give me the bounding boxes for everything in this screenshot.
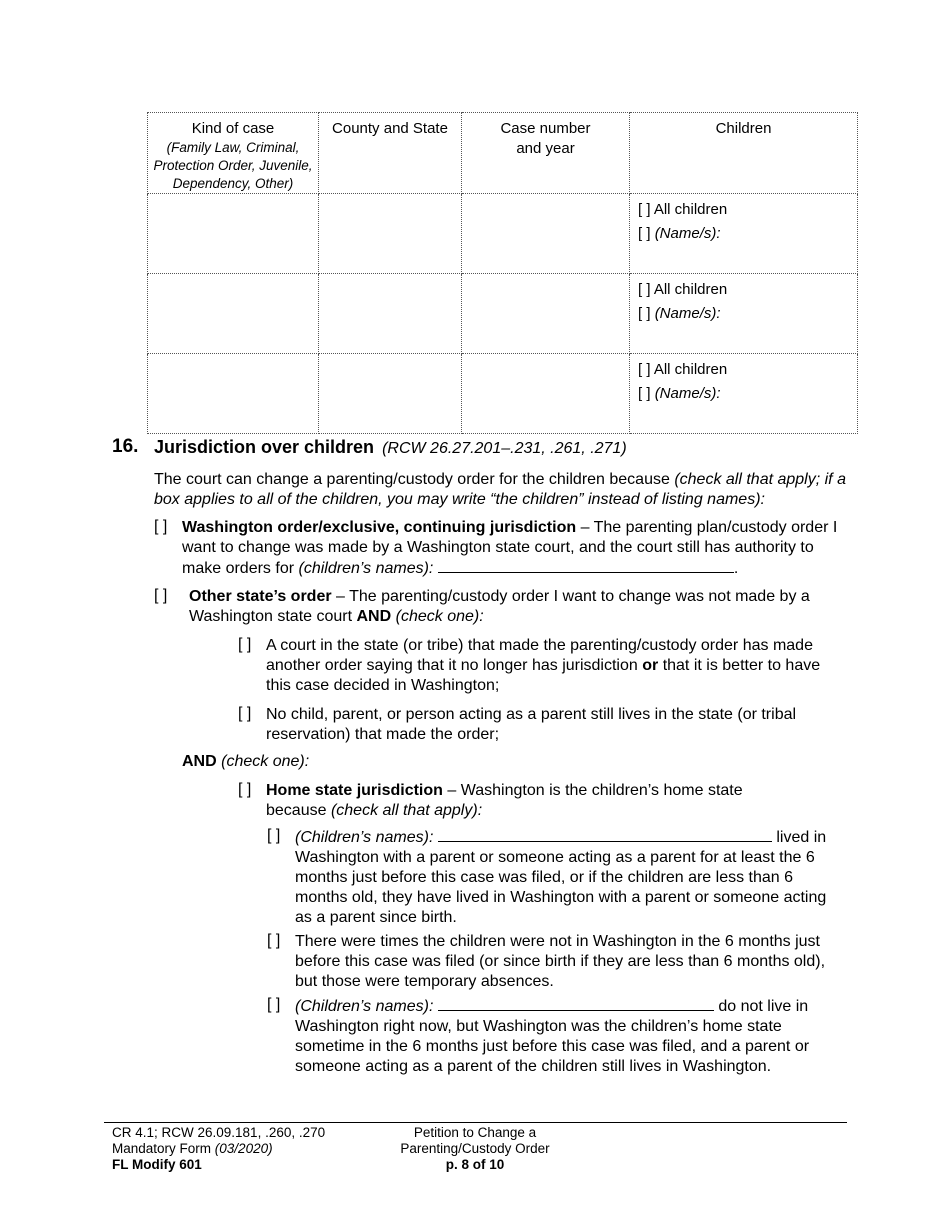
all-children-checkbox[interactable]: [ ] All children (638, 281, 728, 298)
cell-county[interactable] (319, 194, 462, 274)
table-header-row (148, 113, 858, 194)
cell-kind[interactable] (148, 354, 319, 434)
no-jurisdiction-checkbox[interactable]: [ ] (238, 636, 252, 653)
home-state-checkbox[interactable]: [ ] (238, 781, 252, 798)
other-state-text: Other state’s order – The parenting/custody order I want to change was not made by a Washington state court AND (check one): (189, 588, 810, 625)
wa-children-names-field[interactable] (438, 558, 734, 573)
no-one-lives-text: No child, parent, or person acting as a parent still lives in the state (or tribal reservation) that made the order; (266, 706, 797, 743)
footer-form-id: FL Modify 601 (112, 1157, 202, 1172)
cell-kind[interactable] (148, 274, 319, 354)
header-kind-of-case (148, 113, 319, 194)
footer-center (360, 1125, 590, 1173)
header-kind-label: Kind of case (191, 120, 275, 137)
temporary-absences-checkbox[interactable]: [ ] (267, 932, 281, 949)
cell-case-number[interactable] (462, 274, 630, 354)
names-checkbox[interactable]: [ ] (Name/s): (638, 305, 721, 322)
temporary-absences-text: There were times the children were not in Washington in the 6 months just before this case was filed (or since birth if they are less than 6 months old), but those were temporary absences. (295, 933, 826, 990)
section-number: 16. (112, 436, 139, 457)
names-checkbox[interactable]: [ ] (Name/s): (638, 385, 721, 402)
no-one-lives-checkbox[interactable]: [ ] (238, 705, 252, 722)
header-kind-sublabel: (Family Law, Criminal, Protection Order, Juvenile, Dependency, Other) (153, 140, 313, 191)
cell-case-number[interactable] (462, 194, 630, 274)
cell-children (630, 194, 858, 274)
cell-kind[interactable] (148, 194, 319, 274)
footer-mandatory-form: Mandatory Form (03/2020) (112, 1141, 273, 1156)
header-case-number: Case number and year (462, 113, 630, 194)
former-children-names-field[interactable] (438, 996, 714, 1011)
wa-order-text: Washington order/exclusive, continuing jurisdiction – The parenting plan/custody order I want to change was made by a Washington state court, and the court still has authority to make orders for (children’s names): . (182, 519, 838, 577)
wa-order-checkbox[interactable]: [ ] (154, 518, 168, 535)
and-check-one: AND (check one): (182, 753, 310, 770)
header-county-state: County and State (319, 113, 462, 194)
other-cases-table (147, 112, 858, 434)
cell-children (630, 354, 858, 434)
cell-county[interactable] (319, 274, 462, 354)
section-intro: The court can change a parenting/custody order for the children because (check all that apply; if a box applies to all of the children, you may write “the children” instead of listing names): (154, 471, 846, 508)
footer-form-title-1: Petition to Change a (413, 1125, 537, 1140)
former-home-state-checkbox[interactable]: [ ] (267, 996, 281, 1013)
cell-case-number[interactable] (462, 354, 630, 434)
home-children-names-field[interactable] (438, 827, 772, 842)
footer-divider (104, 1122, 847, 1123)
all-children-checkbox[interactable]: [ ] All children (638, 361, 728, 378)
table-row (148, 354, 858, 434)
footer-page-number: p. 8 of 10 (445, 1157, 505, 1172)
footer-rcw: CR 4.1; RCW 26.09.181, .260, .270 (112, 1125, 326, 1140)
all-children-checkbox[interactable]: [ ] All children (638, 201, 728, 218)
lived-6-months-text: (Children’s names): lived in Washington with a parent or someone acting as a parent for at least the 6 months just before this case was filed, or if the children are less than 6 months old, they have lived in Washington with a parent or someone acting as a parent since birth. (295, 829, 827, 926)
no-jurisdiction-text: A court in the state (or tribe) that made the parenting/custody order has made another order saying that it no longer has jurisdiction or that it is better to have this case decided in Washington; (266, 637, 821, 694)
cell-children (630, 274, 858, 354)
other-state-checkbox[interactable]: [ ] (154, 587, 168, 604)
section-title: Jurisdiction over children (RCW 26.27.201–.231, .261, .271) (154, 437, 627, 457)
table-row (148, 274, 858, 354)
footer-left (112, 1125, 325, 1173)
header-children: Children (630, 113, 858, 194)
footer-form-title-2: Parenting/Custody Order (400, 1141, 550, 1156)
lived-6-months-checkbox[interactable]: [ ] (267, 827, 281, 844)
table-row (148, 194, 858, 274)
cell-county[interactable] (319, 354, 462, 434)
former-home-state-text: (Children’s names): do not live in Washington right now, but Washington was the children’s home state sometime in the 6 months just before this case was filed, and a parent or someone acting as a parent of the children still lives in Washington. (295, 998, 810, 1075)
section-reference: (RCW 26.27.201–.231, .261, .271) (382, 440, 627, 457)
names-checkbox[interactable]: [ ] (Name/s): (638, 225, 721, 242)
home-state-text: Home state jurisdiction – Washington is the children’s home state because (check all that apply): (266, 782, 743, 819)
